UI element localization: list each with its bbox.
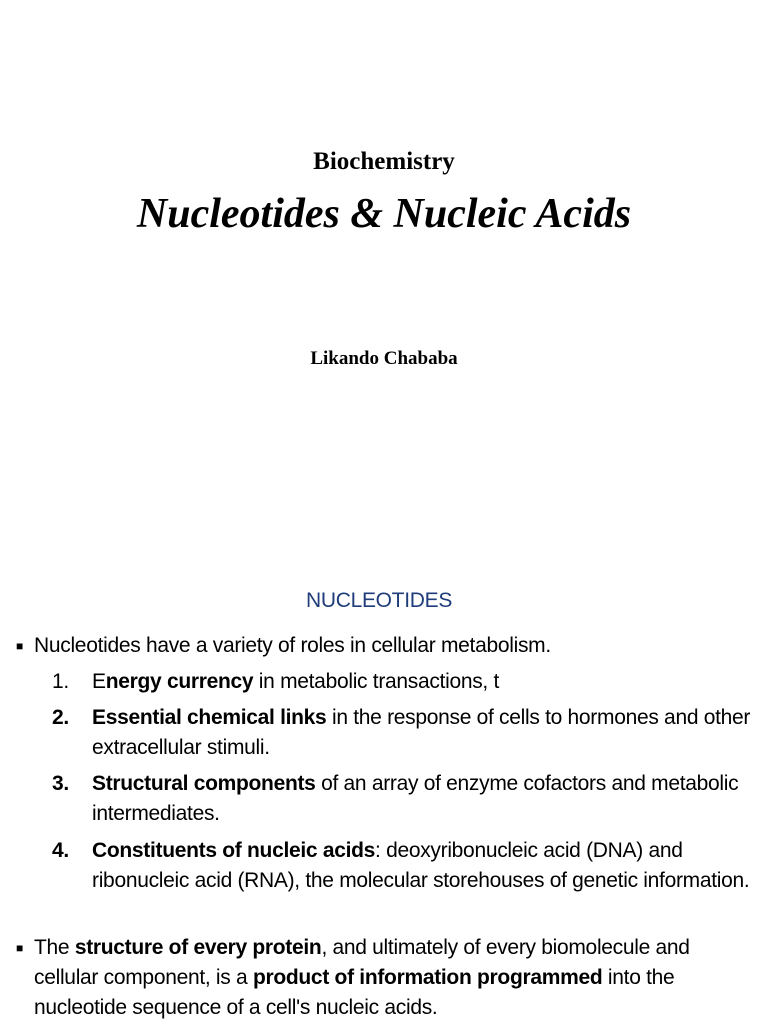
closing-text-3: into the nucleotide sequence of a cell's nucleic acids. — [34, 966, 675, 1019]
closing-text-1: The — [34, 936, 75, 959]
list-item-rest: in the response of cells to hormones and other extracellular stimuli. — [92, 706, 751, 759]
closing-bold-2: product of information programmed — [252, 966, 603, 989]
list-item-lead: Structural components — [92, 772, 316, 795]
list-item-number: 2. — [52, 706, 69, 729]
list-item-number: 3. — [52, 772, 69, 795]
list-item-number: 1. — [52, 670, 69, 693]
list-item-body — [92, 769, 760, 829]
list-item-lead: nergy currency — [105, 670, 254, 693]
bullet-closing-text — [34, 933, 756, 1023]
bullet-closing — [16, 933, 756, 1023]
list-item-body — [92, 667, 760, 697]
list-item-rest: : deoxyribonucleic acid (DNA) and ribonucleic acid (RNA), the molecular storehouses of genetic information. — [92, 839, 750, 892]
bullet-intro — [16, 631, 756, 661]
list-item-lead-initial: E — [92, 670, 106, 693]
list-item-body — [92, 703, 760, 763]
list-item-number: 4. — [52, 839, 69, 862]
square-bullet-icon: ■ — [16, 639, 23, 653]
list-item-lead: Constituents of nucleic acids — [92, 839, 376, 862]
list-item — [52, 836, 760, 896]
list-item — [52, 667, 760, 697]
document-author: Likando Chababa — [310, 348, 458, 369]
list-item-lead: Essential chemical links — [92, 706, 327, 729]
section-heading: NUCLEOTIDES — [305, 589, 453, 612]
list-item — [52, 703, 760, 763]
document-subject: Biochemistry — [313, 148, 455, 175]
list-item-rest: of an array of enzyme cofactors and metabolic intermediates. — [92, 772, 739, 825]
closing-bold-1: structure of every protein — [74, 936, 322, 959]
list-item-rest: in metabolic transactions, t — [253, 670, 500, 693]
bullet-intro-text: Nucleotides have a variety of roles in cellular metabolism. — [34, 634, 551, 657]
closing-text-2: , and ultimately of every biomolecule and cellular component, is a — [34, 936, 690, 989]
square-bullet-icon: ■ — [16, 941, 23, 955]
list-item — [52, 769, 760, 829]
list-item-body — [92, 836, 760, 896]
document-title: Nucleotides & Nucleic Acids — [136, 191, 632, 237]
